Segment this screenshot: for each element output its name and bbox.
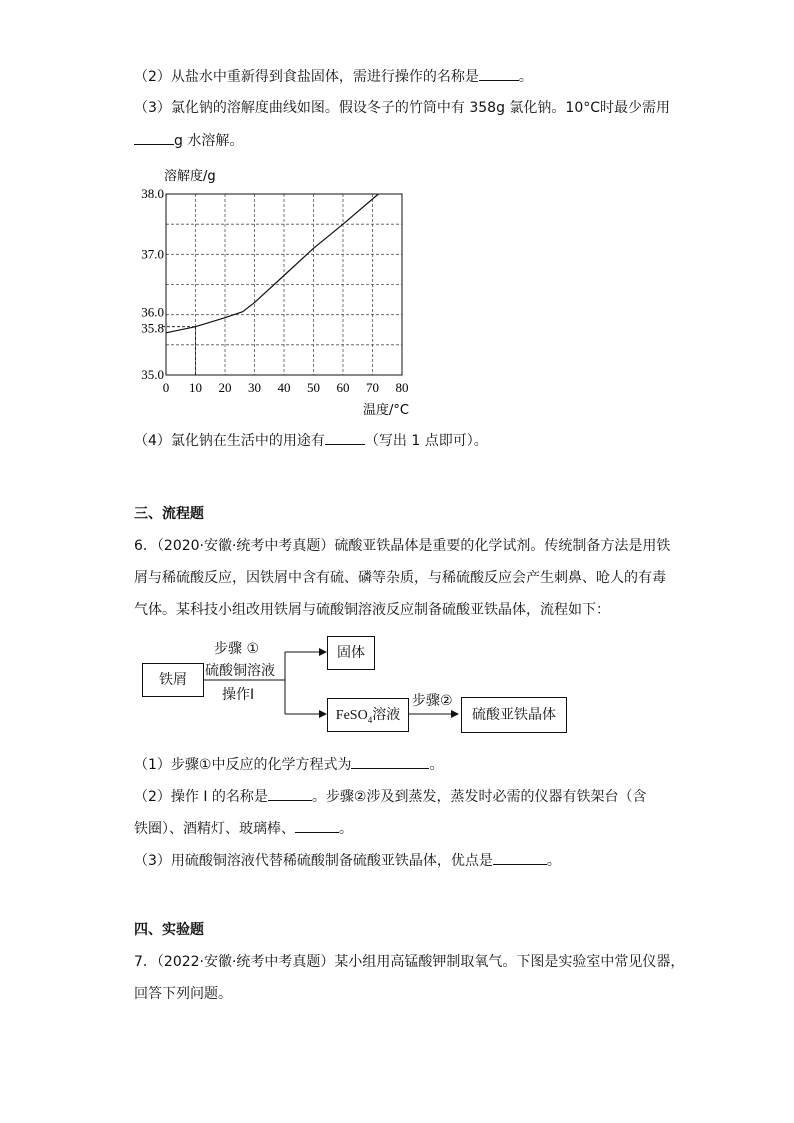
q6-part2-line2 <box>134 818 353 839</box>
q5-part4-text: （4）氯化钠在生活中的用途有 <box>134 433 325 449</box>
y-tick-label: 38.0 <box>141 186 164 201</box>
flow-box-product: 硫酸亚铁晶体 <box>461 697 567 733</box>
x-axis-label: 温度/°C <box>363 403 409 418</box>
flow-label-step1: 步骤 ① <box>214 641 260 657</box>
flow-box-solid: 固体 <box>327 636 375 670</box>
q6-intro-line: 屑与稀硫酸反应，因铁屑中含有硫、磷等杂质，与稀硫酸反应会产生刺鼻、呛人的有毒 <box>134 570 666 586</box>
q6-part3-text: （3）用硫酸铜溶液代替稀硫酸制备硫酸亚铁晶体，优点是 <box>134 853 493 869</box>
answer-blank[interactable] <box>295 818 339 833</box>
x-tick-label: 80 <box>395 380 409 395</box>
y-tick-label: 35.0 <box>141 367 164 382</box>
x-tick-label: 30 <box>248 380 261 395</box>
section-title: 四、实验题 <box>134 922 204 938</box>
y-axis-label: 溶解度/g <box>164 169 216 184</box>
x-tick-label: 50 <box>307 380 320 395</box>
q5-part2-end: 。 <box>518 69 533 85</box>
y-tick-label: 35.8 <box>141 320 164 336</box>
q5-part4-end: （写出 1 点即可）。 <box>364 433 488 449</box>
q6-part2-text2: 铁圈）、酒精灯、玻璃棒、 <box>134 821 295 837</box>
answer-blank[interactable] <box>351 754 429 769</box>
flow-label-reagent: 硫酸铜溶液 <box>205 663 275 679</box>
flow-label-step2: 步骤② <box>412 693 453 709</box>
q5-part3: （3）氯化钠的溶解度曲线如图。假设冬子的竹筒中有 358g 氯化钠。10°C时最少需用 <box>134 100 671 116</box>
flow-box-feso4-solution <box>327 698 409 732</box>
q6-part3 <box>134 850 561 871</box>
y-tick-label: 37.0 <box>141 246 164 262</box>
q6-part2-text: （2）操作 I 的名称是 <box>134 789 268 805</box>
q6-part1-end: 。 <box>429 757 444 773</box>
y-tick-label: 36.0 <box>141 304 164 320</box>
feso4-formula: FeSO <box>335 708 368 723</box>
feso4-subscript: 4 <box>367 714 373 725</box>
x-tick-label: 60 <box>336 380 350 395</box>
q6-part2 <box>134 786 647 807</box>
q5-part2-text: （2）从盐水中重新得到食盐固体，需进行操作的名称是 <box>134 69 479 85</box>
q7-line: 7．（2022·安徽·统考中考真题）某小组用高锰酸钾制取氧气。下图是实验室中常见仪器， <box>134 954 685 970</box>
x-tick-label: 10 <box>189 380 202 395</box>
section-title: 三、流程题 <box>134 506 204 522</box>
flow-label-operation: 操作I <box>222 687 255 703</box>
q6-part3-end: 。 <box>546 853 561 869</box>
q6-intro-line: 6．（2020·安徽·统考中考真题）硫酸亚铁晶体是重要的化学试剂。传统制备方法是用铁 <box>134 538 671 554</box>
q6-part2-cont: 。步骤②涉及到蒸发，蒸发时必需的仪器有铁架台（含 <box>311 789 647 805</box>
x-tick-label: 0 <box>162 380 170 395</box>
feso4-solution-text: 溶液 <box>372 707 401 723</box>
flow-box-iron-filings: 铁屑 <box>142 663 204 697</box>
q5-part3-end: g 水溶解。 <box>174 133 244 149</box>
answer-blank[interactable] <box>268 786 312 801</box>
q6-part2-end: 。 <box>339 821 353 837</box>
q6-part1-text: （1）步骤①中反应的化学方程式为 <box>134 757 352 773</box>
x-tick-label: 70 <box>366 380 379 395</box>
x-tick-label: 40 <box>277 380 291 395</box>
x-tick-label: 20 <box>218 380 232 395</box>
answer-blank[interactable] <box>493 850 547 865</box>
q7-line: 回答下列问题。 <box>134 986 232 1002</box>
q6-part1 <box>134 754 443 775</box>
q6-intro-line: 气体。某科技小组改用铁屑与硫酸铜溶液反应制备硫酸亚铁晶体，流程如下： <box>134 602 610 618</box>
